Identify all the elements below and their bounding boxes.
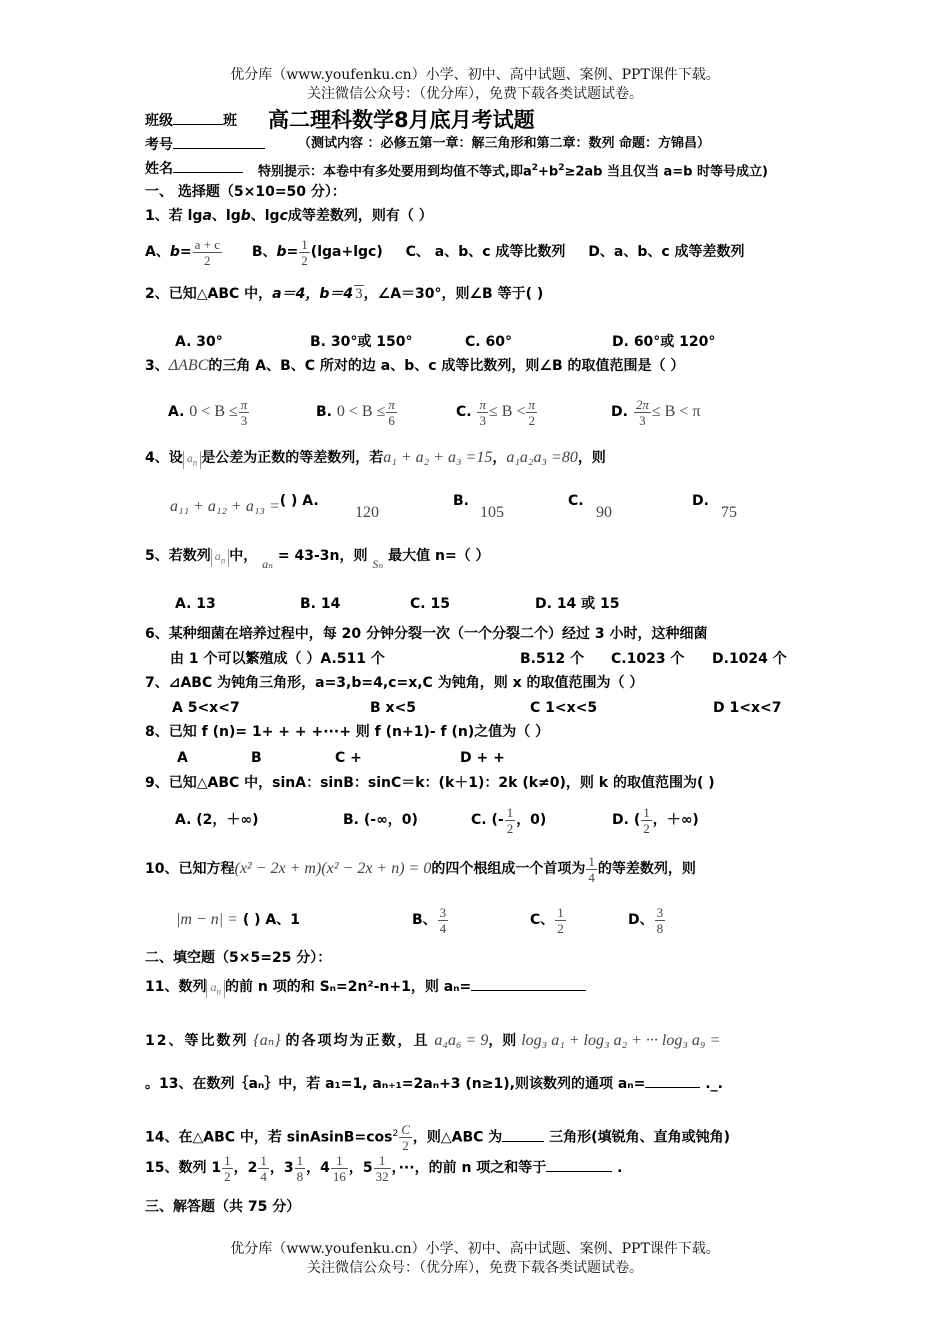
q10-options: |m − n| = ( ) A、1 B、 $\frac{3}{4}$ C、 $\frac{1}{2}$ D、 $\frac{3}{8}$ [176, 900, 300, 940]
q1-option-c[interactable]: C、 a、b、c 成等比数列 [405, 244, 566, 260]
q3-stem: 3、ΔABC的三角 A、B、C 所对的边 a、b、c 成等比数列，则∠B 的取值范围是（ ） [145, 357, 685, 374]
q8-options [177, 748, 505, 768]
q8-option-c[interactable]: C + [335, 750, 362, 766]
q9-option-a[interactable]: A. (2，＋∞) [175, 812, 259, 828]
q4-sequence: $a_n$ [183, 451, 202, 469]
class-blank[interactable] [173, 110, 223, 125]
q10-option-d[interactable]: D、 $\frac{3}{8}$ [628, 904, 664, 936]
q11-answer-blank[interactable] [471, 976, 586, 991]
q7-option-b[interactable]: B x<5 [370, 700, 417, 716]
q6-option-b[interactable]: B.512 个 [520, 651, 585, 667]
q6-option-c[interactable]: C.1023 个 [611, 651, 685, 667]
q7-option-d[interactable]: D 1<x<7 [713, 700, 782, 716]
q3-option-d[interactable]: D. $\frac{2\pi}{3}$ ≤ B < π [611, 396, 701, 428]
q9-option-d[interactable]: D. ( $\frac{1}{2}$ ，＋∞) [612, 804, 699, 836]
q13-answer-blank[interactable] [645, 1073, 700, 1088]
q9-option-c[interactable]: C. (- $\frac{1}{2}$ ，0) [471, 804, 547, 836]
q7-options [172, 698, 782, 718]
header-line-2: 关注微信公众号：（优分库），免费下载各类试题试卷。 [307, 86, 643, 102]
q3-options [168, 390, 701, 434]
name-blank[interactable] [173, 158, 243, 173]
q10-stem: 10、已知方程(x² − 2x + m)(x² − 2x + n) = 0的四个根组成一个首项为 $\frac{1}{4}$ 的等差数列，则 [145, 853, 696, 885]
q8-option-b[interactable]: B [251, 750, 262, 766]
q9-options [175, 800, 699, 840]
q9-option-b[interactable]: B. (-∞，0) [343, 812, 418, 828]
q8-option-d[interactable]: D + + [460, 750, 505, 766]
q6-option-a[interactable]: 由 1 个可以繁殖成（ ）A.511 个 [170, 651, 385, 667]
q1-fraction-a: $\frac{a + c}{2}$ [194, 236, 220, 268]
q5-option-c[interactable]: C. 15 [410, 596, 450, 612]
q3-option-c[interactable]: C. $\frac{\pi}{3}$ ≤ B < $\frac{\pi}{2}$ [456, 396, 535, 428]
q15-answer-blank[interactable] [546, 1157, 612, 1172]
section-2-heading: 二、填空题（5×5=25 分）： [145, 950, 332, 966]
q14-answer-blank[interactable] [502, 1127, 544, 1142]
q10-option-c[interactable]: C、 $\frac{1}{2}$ [530, 904, 564, 936]
q4-option-b[interactable]: 105 [480, 504, 504, 521]
q15-stem: 15、数列 1 $\frac{1}{2}$ ，2 $\frac{1}{4}$ ，3 $\frac{1}{8}$ ，4 $\frac{1}{16}$ ，5 $\frac{1}{32}$ ，···，的前 n 项之和等于 . [145, 1152, 623, 1184]
q4-option-d[interactable]: 75 [721, 504, 737, 521]
footer-line-1: 优分库（www.youfenku.cn）小学、初中、高中试题、案例、PPT课件下载。 [230, 1241, 720, 1257]
section-1-heading: 一、 选择题（5×10=50 分）： [145, 184, 346, 200]
q3-option-a[interactable]: A. 0 < B ≤ $\frac{\pi}{3}$ [168, 396, 248, 428]
q2-option-a[interactable]: A. 30° [175, 334, 223, 350]
q8-option-a[interactable]: A [177, 750, 188, 766]
q1-option-a[interactable]: A、b= $\frac{a + c}{2}$ [145, 236, 220, 268]
q2-stem: 2、已知△ABC 中，a＝4，b＝4 3，∠A＝30°，则∠B 等于( ) [145, 286, 544, 302]
q6-stem: 6、某种细菌在培养过程中，每 20 分钟分裂一次（一个分裂二个）经过 3 小时，这种细菌 [145, 626, 708, 642]
q8-stem: 8、已知 f (n)= 1+ + + +···+ 则 f (n+1)- f (n)之值为（ ） [145, 724, 550, 740]
q4-option-c[interactable]: 90 [596, 504, 612, 521]
q5-option-b[interactable]: B. 14 [300, 596, 341, 612]
exam-no-blank[interactable] [173, 134, 265, 149]
q6-option-d[interactable]: D.1024 个 [712, 651, 787, 667]
q1-options [145, 233, 745, 271]
q2-sqrt: 3 [355, 286, 363, 302]
header-line-1: 优分库（www.youfenku.cn）小学、初中、高中试题、案例、PPT课件下载。 [230, 67, 720, 83]
q10-option-b[interactable]: B、 $\frac{3}{4}$ [412, 904, 447, 936]
q3-option-b[interactable]: B. 0 < B ≤ $\frac{\pi}{6}$ [316, 396, 395, 428]
q6-options [170, 649, 787, 669]
header-banner [0, 66, 950, 104]
q5-options [175, 594, 620, 614]
q9-stem: 9、已知△ABC 中，sinA：sinB：sinC＝k：(k＋1)：2k (k≠0)，则 k 的取值范围为( ) [145, 775, 715, 791]
q2-option-c[interactable]: C. 60° [465, 334, 512, 350]
q7-option-a[interactable]: A 5<x<7 [172, 700, 240, 716]
special-tip: 特别提示：本卷中有多处要用到均值不等式,即$a^2+b^2\ge 2ab$ 当且仅当 a=b 时等号成立) [258, 163, 768, 180]
q7-stem: 7、⊿ABC 为钝角三角形，a=3,b=4,c=x,C 为钝角，则 x 的取值范围为（ ） [145, 675, 644, 691]
q2-option-b[interactable]: B. 30°或 150° [310, 334, 413, 350]
q7-option-c[interactable]: C 1<x<5 [530, 700, 598, 716]
q14-stem: 14、在△ABC 中，若 $sinAsinB=\cos^2$ $\frac{C}{2}$ ，则△ABC 为 三角形(填锐角、直角或钝角) [145, 1122, 730, 1154]
q13-stem: 。13、在数列｛aₙ｝中，若 a₁=1, aₙ₊₁=2aₙ+3 (n≥1),则该数列的通项 aₙ= ._. [145, 1073, 723, 1094]
q12-stem: 12、等比数列 {aₙ} 的各项均为正数，且 a₄a₆ = 9，则 log₃ a₁ + log₃ a₂ + ··· log₃ a₉ = [145, 1032, 721, 1049]
exam-no-field: 考号 [145, 134, 265, 155]
page-title: 高二理科数学8月底月考试题 [268, 108, 535, 132]
q4-options: a₁₁ + a₁₂ + a₁₃ =( ) A. 120 B. 105 C. 90 D. 75 [170, 494, 319, 520]
q1-option-b[interactable]: B、b= $\frac{1}{2}$ (lga+lgc) [251, 236, 383, 268]
name-field: 姓名 [145, 158, 243, 179]
footer-line-2: 关注微信公众号：（优分库），免费下载各类试题试卷。 [307, 1260, 643, 1276]
q4-option-a[interactable]: 120 [355, 504, 379, 521]
q10-option-a[interactable]: ( ) A、1 [242, 912, 300, 928]
q2-options [175, 332, 716, 352]
q1-stem: 1、若 lga、lgb、lgc成等差数列，则有（ ） [145, 208, 433, 224]
section-3-heading: 三、解答题（共 75 分） [145, 1199, 301, 1215]
q1-fraction-b: $\frac{1}{2}$ [301, 236, 308, 268]
class-field: 班级 班 [145, 110, 237, 131]
test-scope: （测试内容 ：必修五第一章：解三角形和第二章：数列 命题：方锦昌） [298, 136, 711, 151]
q4-stem: 4、设 $a_n$ 是公差为正数的等差数列，若a₁ + a₂ + a₃ =15，a₁a₂a₃ =80，则 [145, 449, 606, 468]
footer-banner [0, 1240, 950, 1278]
q1-option-d[interactable]: D、a、b、c 成等差数列 [588, 244, 745, 260]
q5-stem: 5、若数列 $a_n$ 中， aₙ = 43-3n，则 Sₙ 最大值 n=（ ） [145, 548, 490, 571]
q5-option-a[interactable]: A. 13 [175, 596, 216, 612]
q11-stem: 11、数列 $a_n$ 的前 n 项的和 Sₙ=2n²-n+1，则 aₙ= [145, 975, 586, 999]
q5-option-d[interactable]: D. 14 或 15 [535, 596, 620, 612]
q2-option-d[interactable]: D. 60°或 120° [612, 334, 716, 350]
